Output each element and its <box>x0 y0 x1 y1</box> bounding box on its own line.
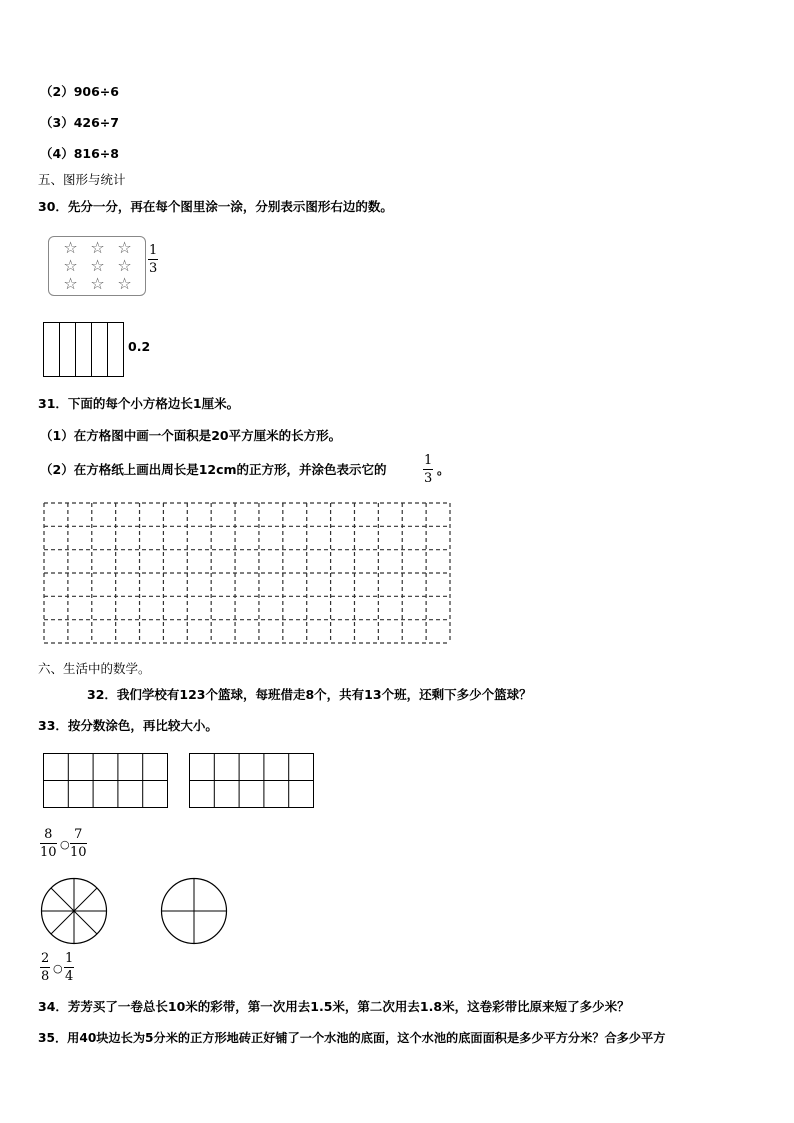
question-35-text: 35．用40块边长为5分米的正方形地砖正好铺了一个水池的底面，这个水池的底面面积是多少平方分米？合多少平方 <box>38 1031 666 1045</box>
compare1-right-fraction: 7 10 <box>70 827 87 860</box>
question-33-text: 33．按分数涂色，再比较大小。 <box>38 718 218 733</box>
star-icon[interactable]: ☆ <box>117 256 132 275</box>
compare2-left-fraction: 2 8 <box>41 951 50 984</box>
star-icon[interactable]: ☆ <box>90 238 105 257</box>
rectangle-grid-right[interactable] <box>189 753 315 809</box>
question-31-sub1: （1）在方格图中画一个面积是20平方厘米的长方形。 <box>40 428 342 443</box>
star-fraction <box>148 244 158 275</box>
segmented-bar <box>43 322 125 378</box>
question-34-text: 34．芳芳买了一卷总长10米的彩带，第一次用去1.5米，第二次用去1.8米，这卷彩带比原来短了多少米？ <box>38 999 630 1014</box>
star-icon[interactable]: ☆ <box>117 274 132 293</box>
sub2-fraction: 1 3 <box>424 453 433 486</box>
compare1-circle[interactable]: ○ <box>60 838 70 851</box>
square-grid[interactable] <box>43 502 451 644</box>
sub2-end: 。 <box>437 462 450 477</box>
question-30-text: 30．先分一分，再在每个图里涂一涂，分别表示图形右边的数。 <box>38 199 393 214</box>
division-item-3: （3）426÷7 <box>40 115 119 130</box>
compare2-circle[interactable]: ○ <box>53 962 63 975</box>
section-heading-5: 五、图形与统计 <box>38 172 126 187</box>
compare1-left-fraction: 8 10 <box>40 827 57 860</box>
star-icon[interactable]: ☆ <box>117 238 132 257</box>
compare2-right-fraction: 1 4 <box>65 951 74 984</box>
fraction-numerator: 1 <box>149 243 158 258</box>
section-heading-6: 六、生活中的数学。 <box>38 661 151 676</box>
star-icon[interactable]: ☆ <box>90 256 105 275</box>
star-grid <box>57 239 139 293</box>
division-item-4: （4）816÷8 <box>40 146 119 161</box>
rectangle-grid-left[interactable] <box>43 753 169 809</box>
question-32-text: 32．我们学校有123个篮球，每班借走8个，共有13个班，还剩下多少个篮球？ <box>87 687 532 702</box>
question-31-text: 31．下面的每个小方格边长1厘米。 <box>38 396 240 411</box>
question-31-sub2: （2）在方格纸上画出周长是12cm的正方形，并涂色表示它的 <box>40 462 387 477</box>
fraction-denominator: 3 <box>149 261 158 276</box>
star-box <box>48 236 146 296</box>
division-item-2: （2）906÷6 <box>40 84 119 99</box>
star-icon[interactable]: ☆ <box>90 274 105 293</box>
circle-quarters[interactable] <box>160 877 228 945</box>
circle-eighths[interactable] <box>40 877 108 945</box>
star-icon[interactable]: ☆ <box>63 238 78 257</box>
star-icon[interactable]: ☆ <box>63 256 78 275</box>
star-icon[interactable]: ☆ <box>63 274 78 293</box>
bar-label: 0.2 <box>128 339 151 354</box>
